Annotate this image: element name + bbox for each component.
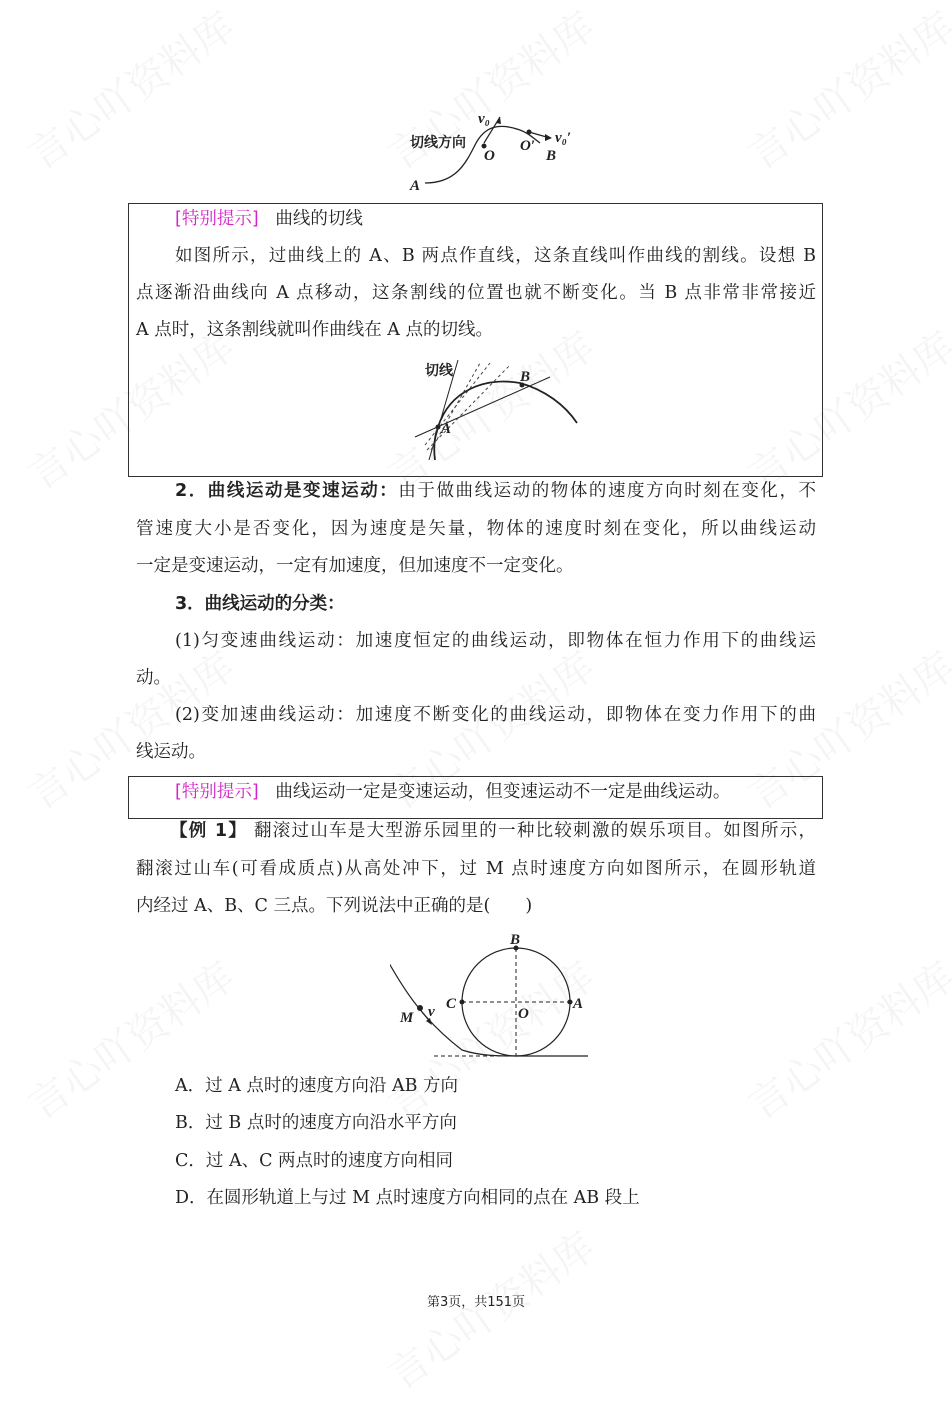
point-o-prime-label: O′ [520, 138, 536, 154]
section-3-item: 线运动。 [136, 742, 206, 762]
point-a-label: A [410, 178, 421, 194]
section-3-item: (1)匀变速曲线运动：加速度恒定的曲线运动，即物体在恒力作用下的曲线运 [175, 631, 816, 651]
secant-tangent-figure [405, 355, 595, 465]
option-b[interactable]: B．过 B 点时的速度方向沿水平方向 [175, 1113, 457, 1133]
example-label: 【例 1】 [170, 821, 248, 841]
point-b-label: B [546, 148, 557, 164]
example-text: 翻滚过山车是大型游乐园里的一种比较刺激的娱乐项目。如图所示， [254, 821, 816, 841]
watermark [15, 946, 244, 1130]
section-3-heading: 3．曲线运动的分类： [175, 594, 345, 614]
watermark [735, 946, 952, 1130]
velocity-label: v [428, 1004, 435, 1020]
special-tip-tag: [特别提示] [175, 209, 259, 229]
point-a-label: A [573, 996, 584, 1012]
tangent-direction-label: 切线方向 [410, 135, 466, 151]
section-3-item: (2)变加速曲线运动：加速度不断变化的曲线运动，即物体在变力作用下的曲 [175, 705, 816, 725]
section-3-item: 动。 [136, 668, 171, 688]
section-2-heading: 2．曲线运动是变速运动： [175, 481, 399, 501]
tip-2-line [175, 781, 855, 803]
v0-prime-label: v₀′ [555, 130, 572, 146]
option-a[interactable]: A．过 A 点时的速度方向沿 AB 方向 [175, 1076, 459, 1096]
tangent-direction-figure [400, 105, 600, 195]
watermark [15, 0, 244, 181]
tangent-label: 切线 [425, 363, 453, 379]
v0-label: v₀ [478, 111, 490, 127]
roller-coaster-figure [390, 928, 600, 1060]
point-o-label: O [518, 1006, 529, 1022]
page-number-footer: 第3页，共151页 [426, 1295, 526, 1310]
point-c-label: C [446, 996, 457, 1012]
watermark [735, 0, 952, 181]
section-2-line [175, 480, 816, 502]
tip-text-line: 如图所示，过曲线上的 A、B 两点作直线，这条直线叫作曲线的割线。设想 B [175, 246, 816, 266]
example-line [170, 820, 816, 842]
example-line: 内经过 A、B、C 三点。下列说法中正确的是( ) [136, 896, 533, 916]
option-d[interactable]: D．在圆形轨道上与过 M 点时速度方向相同的点在 AB 段上 [175, 1188, 640, 1208]
tip-2-text: 曲线运动一定是变速运动，但变速运动不一定是曲线运动。 [275, 782, 731, 802]
point-o-label: O [484, 148, 495, 164]
tip-text-line: A 点时，这条割线就叫作曲线在 A 点的切线。 [136, 320, 493, 340]
example-line: 翻滚过山车(可看成质点)从高处冲下，过 M 点时速度方向如图所示，在圆形轨道 [136, 859, 816, 879]
section-2-text: 由于做曲线运动的物体的速度方向时刻在变化，不 [398, 481, 816, 501]
tip-heading [175, 208, 855, 230]
point-m-label: M [400, 1010, 414, 1026]
special-tip-tag: [特别提示] [175, 782, 259, 802]
option-c[interactable]: C．过 A、C 两点时的速度方向相同 [175, 1151, 454, 1171]
point-b-label: B [520, 369, 531, 385]
tip-title: 曲线的切线 [275, 209, 363, 229]
tip-text-line: 点逐渐沿曲线向 A 点移动，这条割线的位置也就不断变化。当 B 点非常非常接近 [136, 283, 816, 303]
section-2-line: 一定是变速运动，一定有加速度，但加速度不一定变化。 [136, 556, 574, 576]
point-b-label: B [510, 932, 521, 948]
point-a-label: A [441, 421, 452, 437]
section-2-line: 管速度大小是否变化，因为速度是矢量，物体的速度时刻在变化，所以曲线运动 [136, 519, 816, 539]
